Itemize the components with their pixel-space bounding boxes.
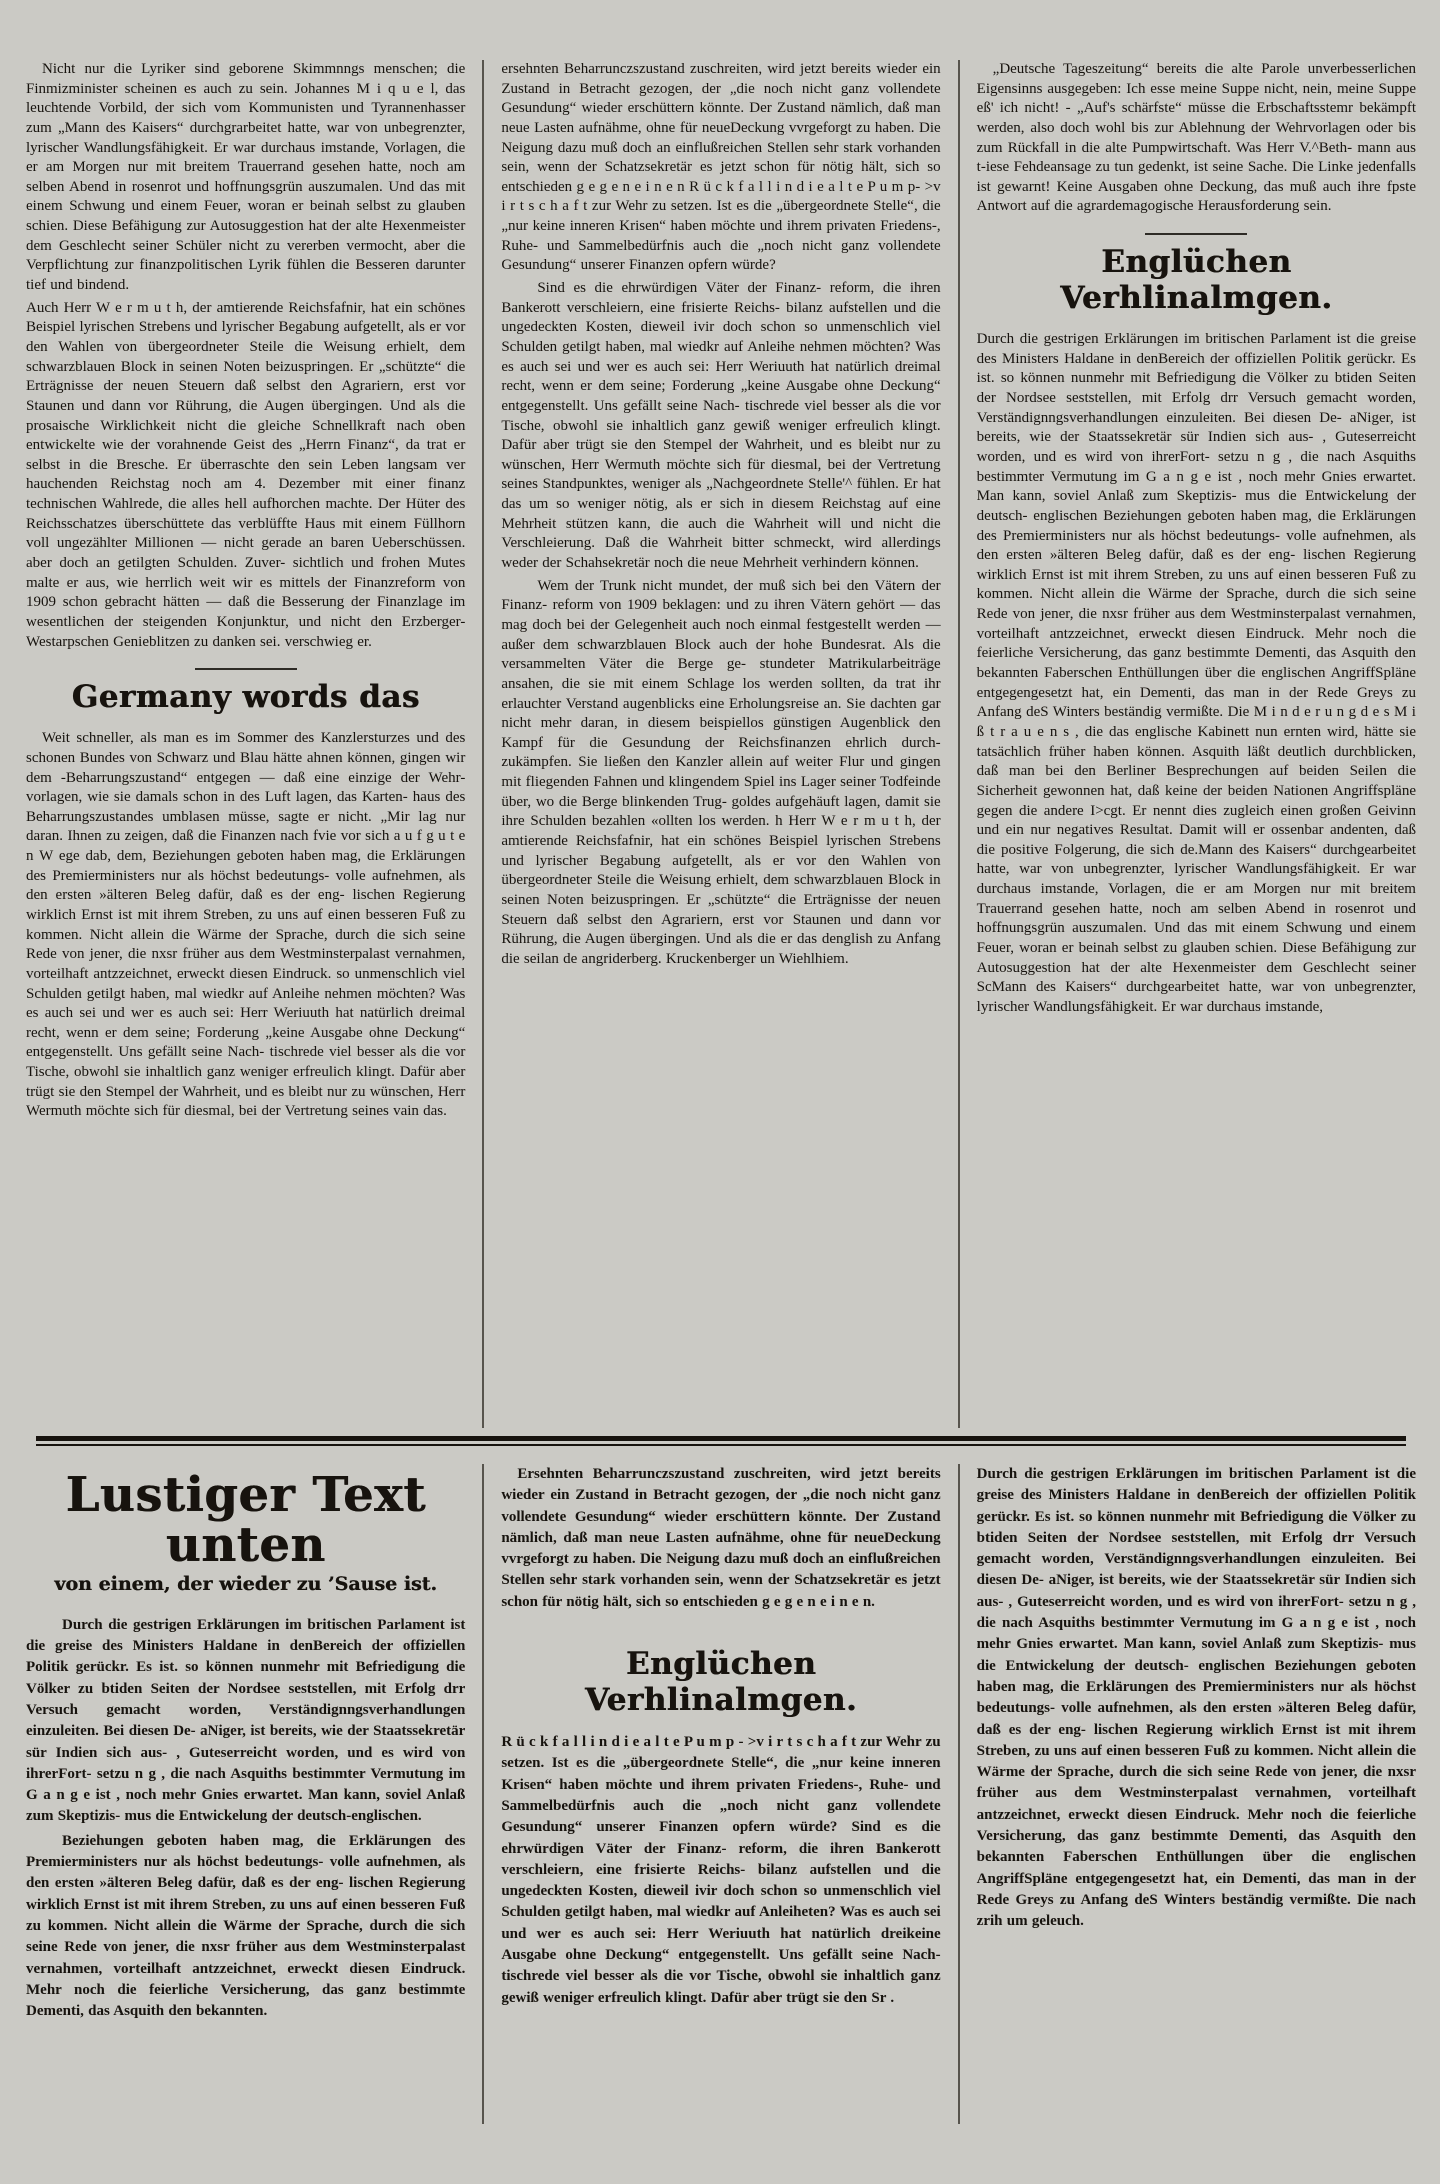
column-rule [482,1464,484,2124]
paragraph: Sind es die ehrwürdigen Väter der Finanz- reform, die ihren Bankerott verschleiern, eine frisierte Reichs- bilanz aufstellen und die ungedeckten Kosten, dieweil ivir doch schon so unmenschlich viel Schulden getilgt haben, mal wiedkr auf Anleihe nehmen möchten? Was es auch sei und wer es auch sei: Herr Weriuuth hat natürlich dreimal recht, wenn er dem seine; Forderung „keine Ausgabe ohne Deckung“ entgegenstellt. Uns gefällt seine Nach- tischrede viel besser als die vor Tische, obwohl sie inhaltlich ganz gewiß weniger erfreulich klingt. Dafür aber trügt sie den Stempel der Wahrheit, und es bleibt nur zu wünschen, Herr Wermuth möchte sich für diesmal, bei der Vertretung seines Standpunktes, weniger als „Nachgeordnete Stelle'^ fühlen. Er hat das um so weniger nötig, als er sich in diesem Reichstag auf eine Mehrheit stützen kann, die auch die Wahrheit will und nicht die Verschleierung. Daß die Wahrheit bitter schmeckt, wird allerdings weder der Schahsekretär noch die neue Mehrheit verhindern können. [501,280,941,572]
paragraph: „Deutsche Tageszeitung“ bereits die alte Parole unverbesserlichen Eigensinns ausgegeben: Ich esse meine Suppe nicht, nein, meine Suppe eß' ich nicht! - „Auf's schärfste“ müsse die Erbschaftsstemr bekämpft werden, also doch wohl bis zur Ablehnung der Wehrvorlagen oder bis zum Rückfall in die alte Pumpwirtschaft. Was Herr V.^Beth- mann aus t-iese Fehdeansage zu tun gedenkt, ist seine Sache. Die Linke jedenfalls ist gewarnt! Keine Ausgaben ohne Deckung, das muß auch ihre fpste Antwort auf die agrardemagogische Herausforderung sein. [976,61,1416,215]
top-section [24,60,1418,1428]
top-column-3 [975,60,1418,1428]
column-rule [958,60,960,1428]
paragraph: Beziehungen geboten haben mag, die Erklärungen des Premierministers nur als höchst bedeutungs- volle aufnehmen, als den ersten »älteren Beleg dafür, daß es der eng- lischen Regierung wirklich Ernst ist mit ihrem Streben, zu uns auf einen besseren Fuß zu kommen. Nicht allein die Wärme der Sprache, durch die sich seine Rede von jener, die nxsr früher aus dem Westminsterpalast vernahmen, vorteilhaft antzzeichnet, erweckt diesen Eindruck. Mehr noch die feierliche Versicherung, das ganz bestimmte Dementi, das Asquith den bekannten. [26,1832,466,2020]
headline-englischen-verhandlungen: Englüchen Verhlinalmgen. [1060,244,1333,317]
divider-thin-rule [36,1444,1406,1446]
headline-germany-words: Germany words das [71,679,420,716]
headline-englischen-verhandlungen-2: Englüchen Verhlinalmgen. [584,1646,858,1719]
headline-rule [195,668,297,670]
column-rule [482,60,484,1428]
subheadline: von einem, der wieder zu ’Sause ist. [54,1572,438,1595]
paragraph: Ersehnten Beharrunczszustand zuschreiten, wird jetzt bereits wieder ein Zustand in Betracht gezogen, der „die noch nicht ganz vollendete Gesundung“ wieder erschüttern könnte. Der Zustand nämlich, daß man neue Lasten aufnähme, ohne für neueDeckung vvrgeforgt zu haben. Die Neigung dazu muß doch an einflußreichen Stellen sehr stark vorhanden sein, wenn der Schatzsekretär es jetzt schon für nötig hält, sich so entschieden g e g e n e i n e n. [501,1466,941,1610]
bottom-column-3 [975,1464,1418,2124]
top-column-2 [499,60,942,1428]
spacer [501,1616,940,1642]
paragraph: Wem der Trunk nicht mundet, der muß sich bei den Vätern der Finanz- reform von 1909 beklagen: und zu ihren Vätern gehört — das mag doch bei der Gelegenheit auch noch einmal festgestellt werden — außer dem schwarzblauen Block auch der hohe Bundesrat. Als die versammelten Väter die Berge ge- stundeter Matrikularbeiträge ansahen, die sie mit einem Schlage los werden sollten, da trat ihr erlauchter Verstand augenblicks eine Erholungsreise an. Sie dachten gar nicht mehr daran, in diesem beispiellos günstigen Augenblick den Kampf für die Gesundung der Reichsfinanzen ehrlich durch- zukämpfen. Sie ließen den Kanzler allein auf weiter Flur und gingen mit fliegenden Fahnen und klingendem Spiel ins Lager seiner Todfeinde über, wo die Berge blinkenden Trug- goldes aufgehäuft lagen, damit sie ihre Schulden bezahlen «ollten los werden. h Herr W e r m u t h, der amtierende Reichsfafnir, hat ein schönes Beispiel lyrischen Strebens und lyrischer Begabung aufgetellt, als er vor den Wahlen von übergeordneter Steile die Weisung erhielt, dem schwarzblauen Block in seinen Noten beizuspringen. Er „schützte“ die Erträgnisse der neuen Steuern daß selbst den Agrariern, erst vor Staunen und dann vor Rührung, die Augen übergingen. Und als die er das denglish zu Anfang die seilan de angriderberg. Kruckenberger un Wiehlhiem. [501,577,941,967]
column-rule [958,1464,960,2124]
paragraph: Auch Herr W e r m u t h, der amtierende Reichsfafnir, hat ein schönes Beispiel lyrischen Strebens und lyrischer Begabung aufgetellt, als er vor den Wahlen von übergeordneter Steile die Weisung erhielt, dem schwarzblauen Block in seinen Noten beizuspringen. Er „schützte“ die Erträgnisse der neuen Steuern daß selbst den Agrariern, erst vor Staunen und dann vor Rührung, die Augen übergingen. Und als die prosaische Wirklichkeit nicht die gleiche Schnellkraft nach oben entwickelte wie der vorahnende Geist des „Herrn Finanz“, da trat er selbst in die Bresche. Er überraschte den sein Leben langsam ver hauchenden Reichstag noch am 4. Dezember mit einer finanz technischen Wahlrede, die alles hell aufhorchen machte. Der Hüter des Reichsschatzes überschüttete das verblüffte Haus mit einem Füllhorn voll ungezählter Millionen — nicht gerade an baren Ueberschüssen. aber doch an getilgten Schulden. Zuver- sichtlich und frohen Mutes malte er aus, wie herrlich weit wir es mittels der Finanzreform von 1909 schon gebracht hätten — daß die Besserung der Finanzlage im wesentlichen der steigenden Konjunktur, und nicht den Erzberger-Westarpschen Genieblitzen zu danken sei. verschwieg er. [26,299,466,650]
top-column-1 [24,60,467,1428]
paragraph: Durch die gestrigen Erklärungen im britischen Parlament ist die greise des Ministers Haldane in denBereich der offiziellen Politik gerückr. Es ist. so können nunmehr mit Befriedigung die Völker zu btiden Seiten der Nordsee seststellen, mit Erfolg drr Versuch gemacht worden, Verständignngsverhandlungen einzuleiten. Bei diesen De- aNiger, ist bereits, wie der Staatssekretär sür Indien sich aus- , Guteserreicht worden, und es wird von ihrerFort- setzu n g , die nach Asquiths bestimmter Vermutung im G a n g e ist , noch mehr Gnies erwartet. Man kann, soviel Anlaß zum Skeptizis- mus die Entwickelung der deutsch- englischen Beziehungen geboten haben mag, die Erklärungen des Premierministers nur als höchst bedeutungs- volle aufnehmen, als den ersten »älteren Beleg dafür, daß es der eng- lischen Regierung wirklich Ernst ist mit ihrem Streben, zu uns auf einen besseren Fuß zu kommen. Nicht allein die Wärme der Sprache, durch die sich seine Rede von jener, die nxsr früher aus dem Westminsterpalast vernahmen, vorteilhaft antzzeichnet, erweckt diesen Eindruck. Mehr noch die feierliche Versicherung, das ganz bestimmte Dementi, das Asquith den bekannten Faberschen Enthüllungen über die englischen AngriffSpläne entgegengesetzt hat, ein Dementi, das man in der Rede Greys zu Anfang deS Winters beständig vermißte. Die nach zrih um geleuch. [976,1466,1416,1930]
bottom-section [24,1464,1418,2124]
paragraph: Durch die gestrigen Erklärungen im britischen Parlament ist die greise des Ministers Haldane in denBereich der offiziellen Politik gerückr. Es ist. so können nunmehr mit Befriedigung die Völker zu btiden Seiten der Nordsee seststellen, mit Erfolg drr Versuch gemacht worden, Verständignngsverhandlungen einzuleiten. Bei diesen De- aNiger, ist bereits, wie der Staatssekretär sür Indien sich aus- , Guteserreicht worden, und es wird von ihrerFort- setzu n g , die nach Asquiths bestimmter Vermutung im G a n g e ist , noch mehr Gnies erwartet. Man kann, soviel Anlaß zum Skeptizis- mus die Entwickelung der deutsch-englischen. [26,1616,466,1825]
bottom-column-1 [24,1464,467,2124]
paragraph: Nicht nur die Lyriker sind geborene Skimmnngs menschen; die Finmizminister scheinen es auch zu sein. Johannes M i q u e l, das leuchtende Vorbild, der sich vom Kommunisten und Tyrannenhasser zum „Mann des Kaisers“ durchgrarbeitet hatte, war von unbegrenzter, lyrischer Wandlungsfähigkeit. Er war durchaus imstande, Vorlagen, die er am Morgen nur mit breitem Trauerrand gesehen hatte, noch am selben Abend in rosenrot und hoffnungsgrün auszumalen. Und das mit einem Schwung und einem Feuer, woran er beinah selbst zu glauben schien. Diese Befähigung zur Autosuggestion hat der alte Hexenmeister dem Geschlecht seiner Schüler nicht zu vererben vermocht, aber die Verpflichtung zur finanzpolitischen Lyrik fühlen die Besseren darunter tief und bindend. [26,61,466,294]
headline-lustiger-text: Lustiger Text unten [65,1467,426,1574]
paragraph: R ü c k f a l l i n d i e a l t e P u m p - >v i r t s c h a f t zur Wehr zu setzen. Ist es die „übergeordnete Stelle“, die „nur keine inneren Krisen“ haben möchte und ihrem privaten Friedens-, Ruhe- und Sammelbedürfnis auch die „noch nicht ganz vollendete Gesundung“ unserer Finanzen opfern würde? Sind es die ehrwürdigen Väter der Finanz- reform, die ihren Bankerott verschleiern, eine frisierte Reichs- bilanz aufstellen und die ungedeckten Kosten, dieweil ivir doch schon so unmenschlich viel Schulden getilgt haben, mal wiedkr auf Anleiheten? Was es auch sei und wer es auch sei: Herr Weriuuth hat natürlich dreikeine Ausgabe ohne Deckung“ entgegenstellt. Uns gefällt seine Nach- tischrede viel besser als die vor Tische, obwohl sie inhaltlich ganz gewiß weniger erfreulich klingt. Dafür aber trügt sie den Sr . [501,1734,941,2006]
bottom-column-2 [499,1464,942,2124]
paragraph: Durch die gestrigen Erklärungen im britischen Parlament ist die greise des Ministers Haldane in denBereich der offiziellen Politik gerückr. Es ist. so können nunmehr mit Befriedigung die Völker zu btiden Seiten der Nordsee seststellen, mit Erfolg drr Versuch gemacht worden, Verständignngsverhandlungen einzuleiten. Bei diesen De- aNiger, ist bereits, wie der Staatssekretär sür Indien sich aus- , Guteserreicht worden, und es wird von ihrerFort- setzu n g , die nach Asquiths bestimmter Vermutung im G a n g e ist , noch mehr Gnies erwartet. Man kann, soviel Anlaß zum Skeptizis- mus die Entwickelung der deutsch- englischen Beziehungen geboten haben mag, die Erklärungen des Premierministers nur als höchst bedeutungs- volle aufnehmen, als den ersten »älteren Beleg dafür, daß es der eng- lischen Regierung wirklich Ernst ist mit ihrem Streben, zu uns auf einen besseren Fuß zu kommen. Nicht allein die Wärme der Sprache, durch die sich seine Rede von jener, die nxsr früher aus dem Westminsterpalast vernahmen, vorteilhaft antzzeichnet, erweckt diesen Eindruck. Mehr noch die feierliche Versicherung, das ganz bestimmte Dementi, das Asquith den bekannten Faberschen Enthüllungen über die englischen AngriffSpläne entgegengesetzt hat, ein Dementi, das man in der Rede Greys zu Anfang deS Winters beständig vermißte. Die M i n d e r u n g d e s M i ß t r a u e n s , die das englische Kabinett nun ernten wird, hätte sie tatsächlich früher haben können. Asquith läßt deutlich durchblicken, daß man bei den Berliner Besprechungen auf beiden Seilen die Sicherheit gewonnen hat, daß keine der beiden Nationen Angriffspläne gegen die andere I>cgt. Er nennt dies zugleich einen großen Geivinn und ein nur negatives Resultat. Damit will er ossenbar andenten, daß die positive Folgerung, die sich de.Mann des Kaisers“ durchgearbeitet hatte, war von unbegrenzter, lyrischer Wandlungsfähigkeit. Er war durchaus imstande, Vorlagen, die er am Morgen nur mit breitem Trauerrand gesehen hatte, noch am selben Abend in rosenrot und hoffnungsgrün auszumalen. Und das mit einem Schwung und einem Feuer, woran er beinah selbst zu glauben schien. Diese Befähigung zur Autosuggestion hat der alte Hexenmeister dem Geschlecht seiner ScMann des Kaisers“ durchgearbeitet hatte, war von unbegrenzter, lyrischer Wandlungsfähigkeit. Er war durchaus imstande, [976,331,1416,1015]
paragraph: Weit schneller, als man es im Sommer des Kanzlersturzes und des schonen Bundes von Schwarz und Blau hätte ahnen können, gingen wir dem -Beharrungszustand“ entgegen — daß eine einzige der Wehr- vorlagen, wie sie damals schon in des Luft lagen, das Karten- haus des Beharrungszustandes umblasen müsse, sagte er nicht. „Mir lag nur daran. Ihnen zu zeigen, daß die Finanzen nach fvie vor sich a u f g u t e n W ege dab, dem, Beziehungen geboten haben mag, die Erklärungen des Premierministers nur als höchst bedeutungs- volle aufnehmen, als den ersten »älteren Beleg dafür, daß es der eng- lischen Regierung wirklich Ernst ist mit ihrem Streben, zu uns auf einen besseren Fuß zu kommen. Nicht allein die Wärme der Sprache, durch die sich seine Rede von jener, die nxsr früher aus dem Westminsterpalast vernahmen, vorteilhaft antzzeichnet, erweckt diesen Eindruck. so unmenschlich viel Schulden getilgt haben, mal wiedkr auf Anleihe nehmen möchten? Was es auch sei und wer es auch sei: Herr Weriuuth hat natürlich dreimal recht, wenn er dem seine; Forderung „keine Ausgabe ohne Deckung“ entgegenstellt. Uns gefällt seine Nach- tischrede viel besser als die vor Tische, obwohl sie inhaltlich ganz weniger erfreulich klingt. Dafür aber trügt sie den Stempel der Wahrheit, und es bleibt nur zu wünschen, Herr Wermuth möchte sich für diesmal, bei der Vertretung seines vain das. [26,730,466,1120]
headline-rule [1145,233,1247,235]
paragraph: ersehnten Beharrunczszustand zuschreiten, wird jetzt bereits wieder ein Zustand in Betracht gezogen, der „die noch nicht ganz vollendete Gesundung“ wieder erschüttern könnte. Der Zustand nämlich, daß man neue Lasten aufnähme, ohne für neueDeckung vvrgeforgt zu haben. Die Neigung dazu muß doch an einflußreichen Stellen sehr stark vorhanden sein, wenn der Schatzsekretär es jetzt schon für nötig hält, sich so entschieden g e g e n e i n e n R ü c k f a l l i n d i e a l t e P u m p- >v i r t s c h a f t zur Wehr zu setzen. Ist es die „übergeordnete Stelle“, die „nur keine inneren Krisen“ haben möchte und ihrem privaten Friedens-, Ruhe- und Sammelbedürfnis auch die „noch nicht ganz vollendete Gesundung“ unserer Finanzen opfern würde? [501,61,941,274]
section-divider [36,1436,1406,1446]
divider-thick-rule [36,1436,1406,1441]
